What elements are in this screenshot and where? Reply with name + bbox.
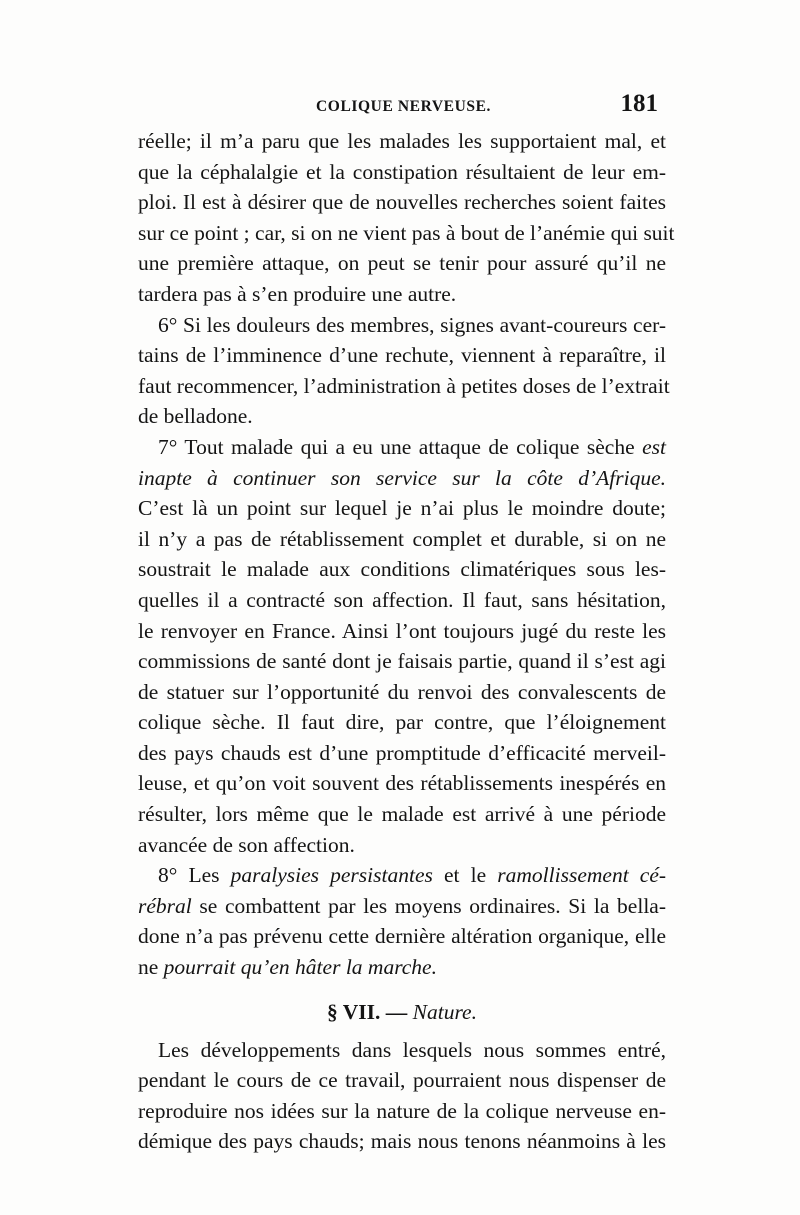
paragraph-4 (138, 860, 666, 982)
text-line (138, 860, 666, 891)
text-run: 8° Les (158, 863, 220, 888)
text-line: reproduire nos idées sur la nature de la colique nerveuse en- (138, 1098, 666, 1123)
text-line: tardera pas à s’en produire une autre. (138, 281, 457, 306)
text-line: faut recommencer, l’administration à petites doses de l’extrait (138, 373, 670, 398)
italic-run: paralysies persistantes (230, 863, 433, 888)
page-number: 181 (620, 90, 658, 117)
body-text (138, 126, 675, 1157)
text-line: 6° Si les douleurs des membres, signes avant-coureurs cer- (158, 312, 666, 337)
running-title: COLIQUE NERVEUSE. (316, 98, 492, 115)
paragraph-2 (138, 310, 670, 432)
italic-run: pourrait qu’en hâter la marche. (163, 955, 437, 980)
text-line: quelles il a contracté son affection. Il faut, sans hésitation, (138, 587, 666, 612)
text-line: le renvoyer en France. Ainsi l’ont toujours jugé du reste les (138, 618, 666, 643)
text-line: tains de l’imminence d’une rechute, viennent à reparaître, il (138, 343, 666, 368)
text-line: il n’y a pas de rétablissement complet et durable, si on ne (138, 526, 666, 551)
text-line: une première attaque, on peut se tenir pour assuré qu’il ne (138, 251, 666, 276)
text-line: résulter, lors même que le malade est arrivé à une période (138, 802, 666, 827)
text-line: soustrait le malade aux conditions climatériques sous les- (138, 557, 666, 582)
text-run: 7° Tout malade qui a eu une attaque de colique sèche (158, 434, 635, 459)
section-heading (138, 993, 666, 1031)
text-line: leuse, et qu’on voit souvent des rétablissements inespérés en (138, 771, 666, 796)
text-line (138, 432, 666, 463)
italic-run: est (642, 434, 667, 459)
text-line: que la céphalalgie et la constipation résultaient de leur em- (138, 159, 666, 184)
italic-line: inapte à continuer son service sur la côte d’Afrique. (138, 465, 666, 490)
text-line: de belladone. (138, 404, 253, 429)
italic-run: ramollissement cé- (497, 863, 667, 888)
text-line: de statuer sur l’opportunité du renvoi des convalescents de (138, 679, 666, 704)
text-line: C’est là un point sur lequel je n’ai plus le moindre doute; (138, 496, 666, 521)
text-run: se combattent par les moyens ordinaires. Si la bella- (199, 893, 666, 918)
text-line: réelle; il m’a paru que les malades les supportaient mal, et (138, 129, 666, 153)
text-run: et le (444, 863, 487, 888)
text-line: commissions de santé dont je faisais partie, quand il s’est agi (138, 649, 666, 674)
paragraph-5 (138, 1035, 666, 1157)
text-line: pendant le cours de ce travail, pourraient nous dispenser de (138, 1068, 666, 1093)
section-title: Nature. (412, 999, 477, 1024)
text-line: des pays chauds est d’une promptitude d’efficacité merveil- (138, 740, 666, 765)
text-line: avancée de son affection. (138, 832, 355, 857)
text-run: ne (138, 955, 159, 980)
running-head (138, 92, 658, 122)
text-line (138, 952, 666, 983)
text-line: ploi. Il est à désirer que de nouvelles recherches soient faites (138, 190, 666, 215)
text-line: Les développements dans lesquels nous sommes entré, (158, 1037, 666, 1062)
text-line: sur ce point ; car, si on ne vient pas à bout de l’anémie qui suit (138, 220, 675, 245)
text-line: démique des pays chauds; mais nous tenons néanmoins à les (138, 1129, 666, 1154)
text-line (138, 891, 666, 922)
section-number: § VII. — (327, 999, 408, 1024)
text-line: colique sèche. Il faut dire, par contre, que l’éloignement (138, 710, 666, 735)
paragraph-1 (138, 126, 675, 310)
italic-run: rébral (138, 893, 192, 918)
paragraph-3 (138, 432, 666, 860)
text-line: done n’a pas prévenu cette dernière altération organique, elle (138, 924, 666, 949)
